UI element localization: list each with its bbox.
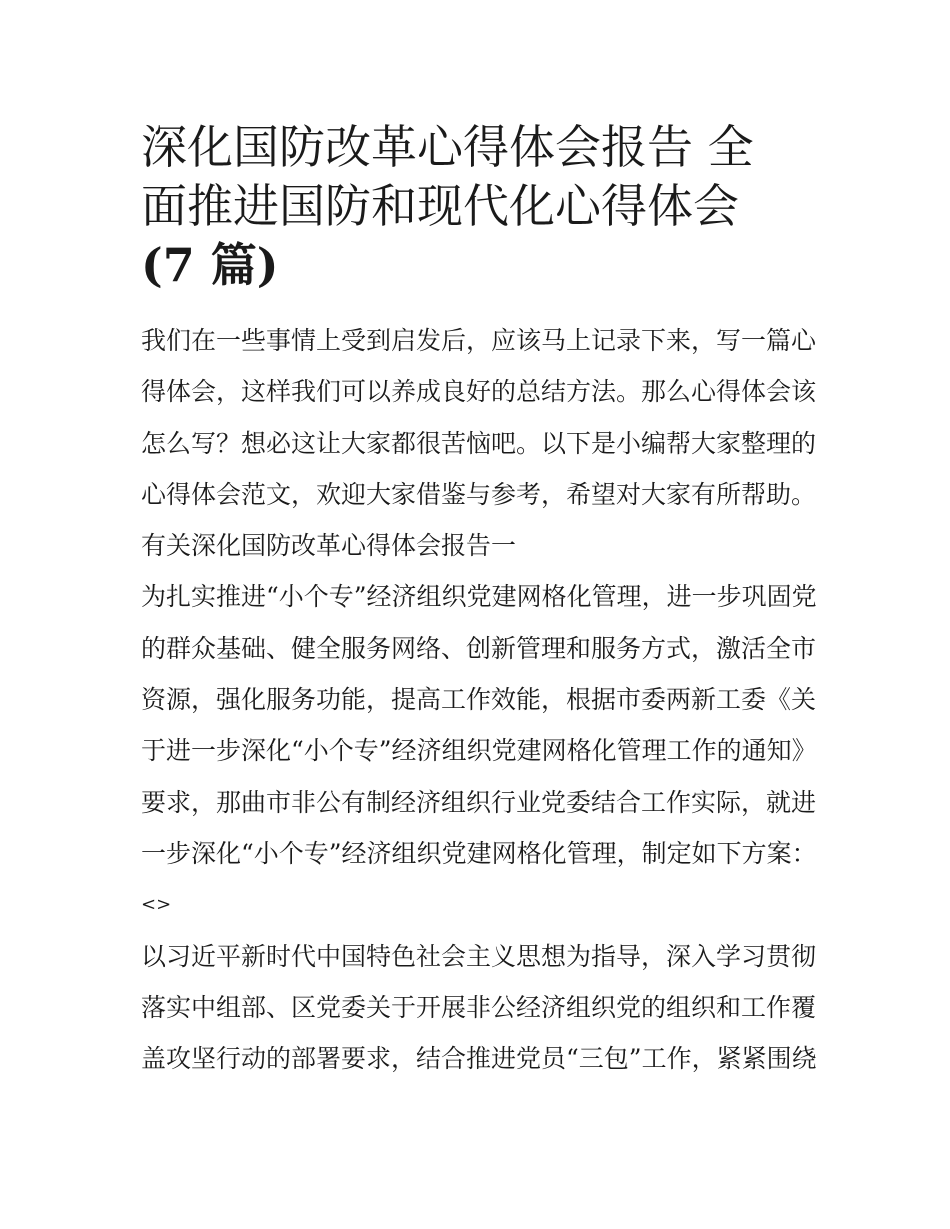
body-line: 资源，强化服务功能，提高工作效能，根据市委两新工委《关: [141, 685, 817, 715]
body-line: 为扎实推进“小个专”经济组织党建网格化管理，进一步巩固党: [141, 582, 817, 612]
placeholder-marker: <>: [141, 894, 172, 916]
title-line: 深化国防改革心得体会报告 全: [141, 120, 754, 174]
title-line: (7 篇): [141, 238, 279, 292]
section-heading: 有关深化国防改革心得体会报告一: [141, 531, 517, 561]
document-body: [141, 315, 817, 1084]
document-title: [141, 118, 813, 295]
body-line: 盖攻坚行动的部署要求，结合推进党员“三包”工作，紧紧围绕: [141, 1044, 817, 1074]
body-line: 心得体会范文，欢迎大家借鉴与参考，希望对大家有所帮助。: [141, 479, 817, 509]
body-line: 我们在一些事情上受到启发后，应该马上记录下来，写一篇心: [141, 326, 817, 355]
body-line: 一步深化“小个专”经济组织党建网格化管理，制定如下方案：: [141, 838, 817, 868]
body-line: 落实中组部、区党委关于开展非公经济组织党的组织和工作覆: [141, 992, 817, 1022]
body-line: 以习近平新时代中国特色社会主义思想为指导，深入学习贯彻: [141, 941, 817, 971]
body-line: 于进一步深化“小个专”经济组织党建网格化管理工作的通知》: [141, 736, 817, 766]
body-line: 的群众基础、健全服务网络、创新管理和服务方式，激活全市: [141, 633, 817, 663]
body-line: 怎么写？想必这让大家都很苦恼吧。以下是小编帮大家整理的: [141, 428, 817, 458]
body-line: 要求，那曲市非公有制经济组织行业党委结合工作实际，就进: [141, 787, 817, 817]
document-page: [141, 118, 817, 1084]
body-line: 得体会，这样我们可以养成良好的总结方法。那么心得体会该: [141, 377, 817, 407]
title-line: 面推进国防和现代化心得体会: [141, 179, 739, 233]
